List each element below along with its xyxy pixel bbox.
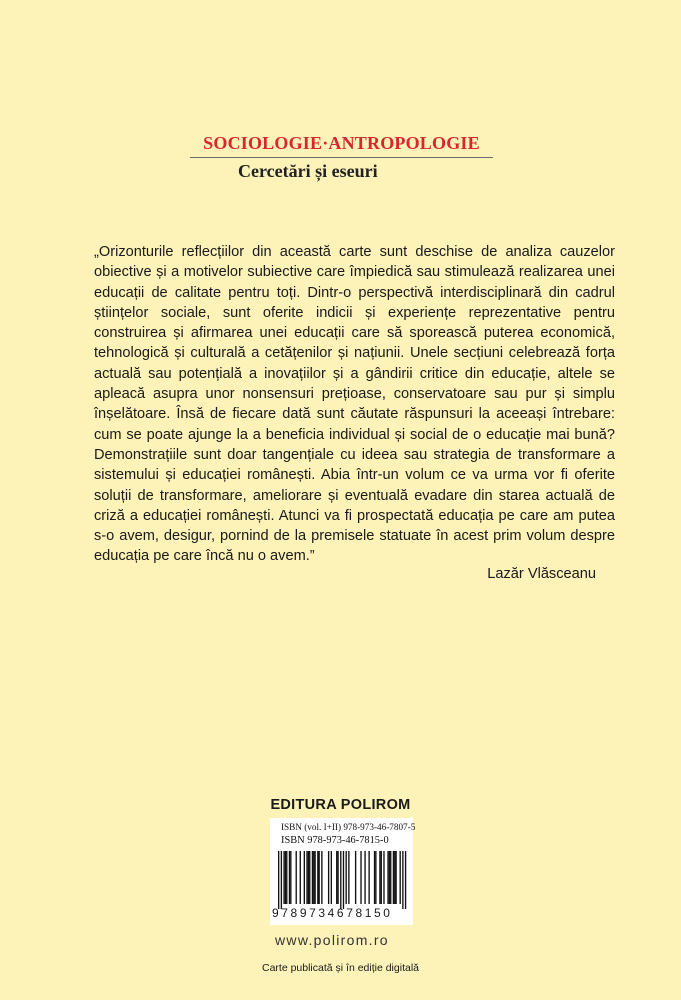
digital-edition-note: Carte publicată și în ediție digitală xyxy=(261,962,419,974)
barcode-bar xyxy=(331,851,332,904)
barcode-bar xyxy=(286,851,287,904)
barcode-bar xyxy=(381,851,382,904)
barcode-bar xyxy=(400,851,401,904)
barcode-bar xyxy=(393,851,394,904)
barcode-bar xyxy=(348,851,349,904)
series-header xyxy=(190,133,493,182)
barcode-icon xyxy=(273,851,410,909)
blurb-text: „Orizonturile reflecțiilor din această carte sunt deschise de analiza cauzelor obiective și a motivelor subiective care împiedică sau stimulează realizarea unei educații de calitate pentru toți. Dintr-o perspectivă interdisciplinară din cadrul științelor sociale, sunt oferite indicii și experiențe reprezentative pentru construirea și afirmarea unei educații care să sporească puterea economică, tehnologică și culturală a cetățenilor și națiunii. Unele secțiuni celebrează forța actuală sau potențială a inovațiilor și a gândirii critice din educație, altele se apleacă asupra unor nonsensuri prețioase, conservatoare sau pur și simplu înșelătoare. Însă de fiecare dată sunt căutate răspunsuri la aceeași întrebare: cum se poate ajunge la a beneficia individual și social de o educație mai bună? Demonstrațiile sunt doar tangențiale cu ideea sau strategia de transformare a sistemului și educației românești. Abia într-un volum ce va urma vor fi oferite soluții de transformare, ameliorare și eventuală evadare din starea actuală de criză a educației românești. Atunci va fi prospectată educația pe care am putea s-o avem, desigur, pornind de la premisele statuate în acest prim volum despre educația pe care încă nu o avem.” xyxy=(94,244,615,565)
barcode-bar xyxy=(328,851,329,904)
barcode-bar xyxy=(306,851,307,904)
barcode-bar xyxy=(312,851,313,904)
barcode-bar xyxy=(390,851,391,904)
barcode-bar xyxy=(364,851,365,904)
barcode-bar xyxy=(360,851,361,904)
publisher-name: EDITURA POLIROM xyxy=(270,797,411,813)
barcode-bar xyxy=(379,851,380,904)
barcode-bar xyxy=(387,851,388,904)
barcode-bar xyxy=(346,851,347,904)
series-subtitle: Cercetări și eseuri xyxy=(238,161,378,181)
barcode-bar xyxy=(389,851,390,904)
barcode-bar xyxy=(290,851,291,904)
barcode-bar xyxy=(304,851,305,904)
barcode-bar xyxy=(283,851,284,904)
barcode-bar xyxy=(340,851,341,909)
barcode-bar xyxy=(383,851,384,904)
barcode-bar xyxy=(368,851,369,904)
series-title: SOCIOLOGIE·ANTROPOLOGIE xyxy=(190,133,493,158)
barcode-bar xyxy=(314,851,315,904)
barcode-bar xyxy=(309,851,310,904)
barcode-bar xyxy=(289,851,290,904)
barcode-bar xyxy=(296,851,297,904)
barcode-bar xyxy=(313,851,314,904)
barcode-bar xyxy=(281,851,282,909)
blurb-author: Lazăr Vlăsceanu xyxy=(487,566,596,582)
barcode-bar xyxy=(375,851,376,904)
barcode-bar xyxy=(394,851,395,904)
isbn-set: ISBN (vol. I+II) 978-973-46-7807-5 xyxy=(281,822,416,832)
barcode-bar xyxy=(405,851,406,909)
barcode-bar xyxy=(374,851,375,904)
barcode-bar xyxy=(343,851,344,909)
publisher-website: www.polirom.ro xyxy=(275,932,389,948)
barcode-bar xyxy=(308,851,309,904)
barcode-block xyxy=(270,818,416,925)
barcode-bar xyxy=(317,851,318,904)
barcode-bar xyxy=(337,851,338,904)
barcode-bar xyxy=(395,851,396,904)
barcode-bar xyxy=(336,851,337,904)
barcode-bar xyxy=(300,851,301,904)
barcode-bar xyxy=(355,851,356,904)
barcode-bar xyxy=(278,851,279,909)
barcode-bar xyxy=(321,851,322,904)
barcode-bar xyxy=(402,851,403,909)
isbn-volume: ISBN 978-973-46-7815-0 xyxy=(281,835,389,846)
barcode-bar xyxy=(319,851,320,904)
barcode-bar xyxy=(285,851,286,904)
barcode-digits: 9789734678150 xyxy=(272,906,393,920)
